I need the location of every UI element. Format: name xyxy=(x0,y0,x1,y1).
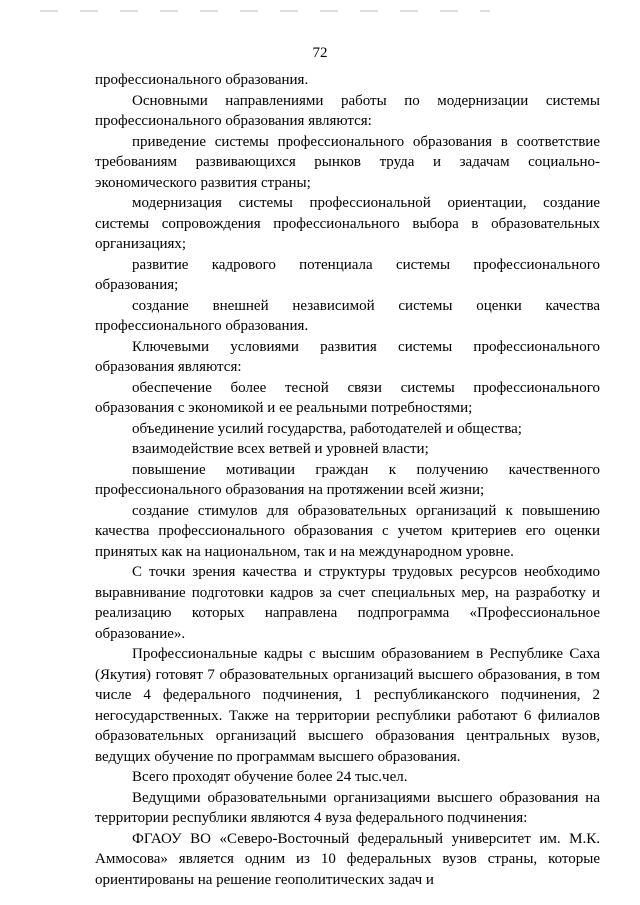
paragraph: повышение мотивации граждан к получению качественного профессионального образования на протяжении всей жизни; xyxy=(95,461,600,498)
paragraph: взаимодействие всех ветвей и уровней власти; xyxy=(132,441,429,457)
paragraph: Ключевыми условиями развития системы профессионального образования являются: xyxy=(95,338,600,375)
paragraph: профессионального образования. xyxy=(95,72,309,88)
paragraph: объединение усилий государства, работодателей и общества; xyxy=(132,420,522,437)
paragraph: ФГАОУ ВО «Северо-Восточный федеральный университет им. М.К. Аммосова» является одним из 10 федеральных вузов страны, которые ориентированы на решение геополитических задач и xyxy=(95,830,600,888)
document-body xyxy=(95,70,600,890)
page-number: 72 xyxy=(312,45,328,61)
paragraph: развитие кадрового потенциала системы профессионального образования; xyxy=(95,256,600,293)
paragraph: модернизация системы профессиональной ориентации, создание системы сопровождения профессионального выбора в образовательных организациях; xyxy=(95,195,600,252)
paragraph: Ведущими образовательными организациями высшего образования на территории республики являются 4 вуза федерального подчинения: xyxy=(95,789,600,826)
paragraph: обеспечение более тесной связи системы профессионального образования с экономикой и ее реальными потребностями; xyxy=(95,379,600,416)
paragraph: создание внешней независимой системы оценки качества профессионального образования. xyxy=(95,297,600,334)
scan-artifact-line xyxy=(40,10,490,12)
paragraph: Всего проходят обучение более 24 тыс.чел. xyxy=(132,769,408,785)
paragraph: приведение системы профессионального образования в соответствие требованиям развивающихся рынков труда и задачам социально-экономического развития страны; xyxy=(95,133,600,191)
paragraph: С точки зрения качества и структуры трудовых ресурсов необходимо выравнивание подготовки кадров за счет специальных мер, на разработку и реализацию которых направлена подпрограмма «Профессиональное образование». xyxy=(95,564,600,642)
paragraph: Профессиональные кадры с высшим образованием в Республике Саха (Якутия) готовят 7 образовательных организаций высшего образования, в том числе 4 федерального подчинения, 1 республиканского подчинения, 2 негосударственных. Также на территории республики работают 6 филиалов образовательных организаций высшего образования центральных вузов, ведущих обучение по программам высшего образования. xyxy=(95,646,600,765)
paragraph: Основными направлениями работы по модернизации системы профессионального образования являются: xyxy=(95,92,600,129)
paragraph: создание стимулов для образовательных организаций к повышению качества профессионального образования с учетом критериев его оценки принятых как на национальном, так и на международном уровне. xyxy=(95,502,600,560)
